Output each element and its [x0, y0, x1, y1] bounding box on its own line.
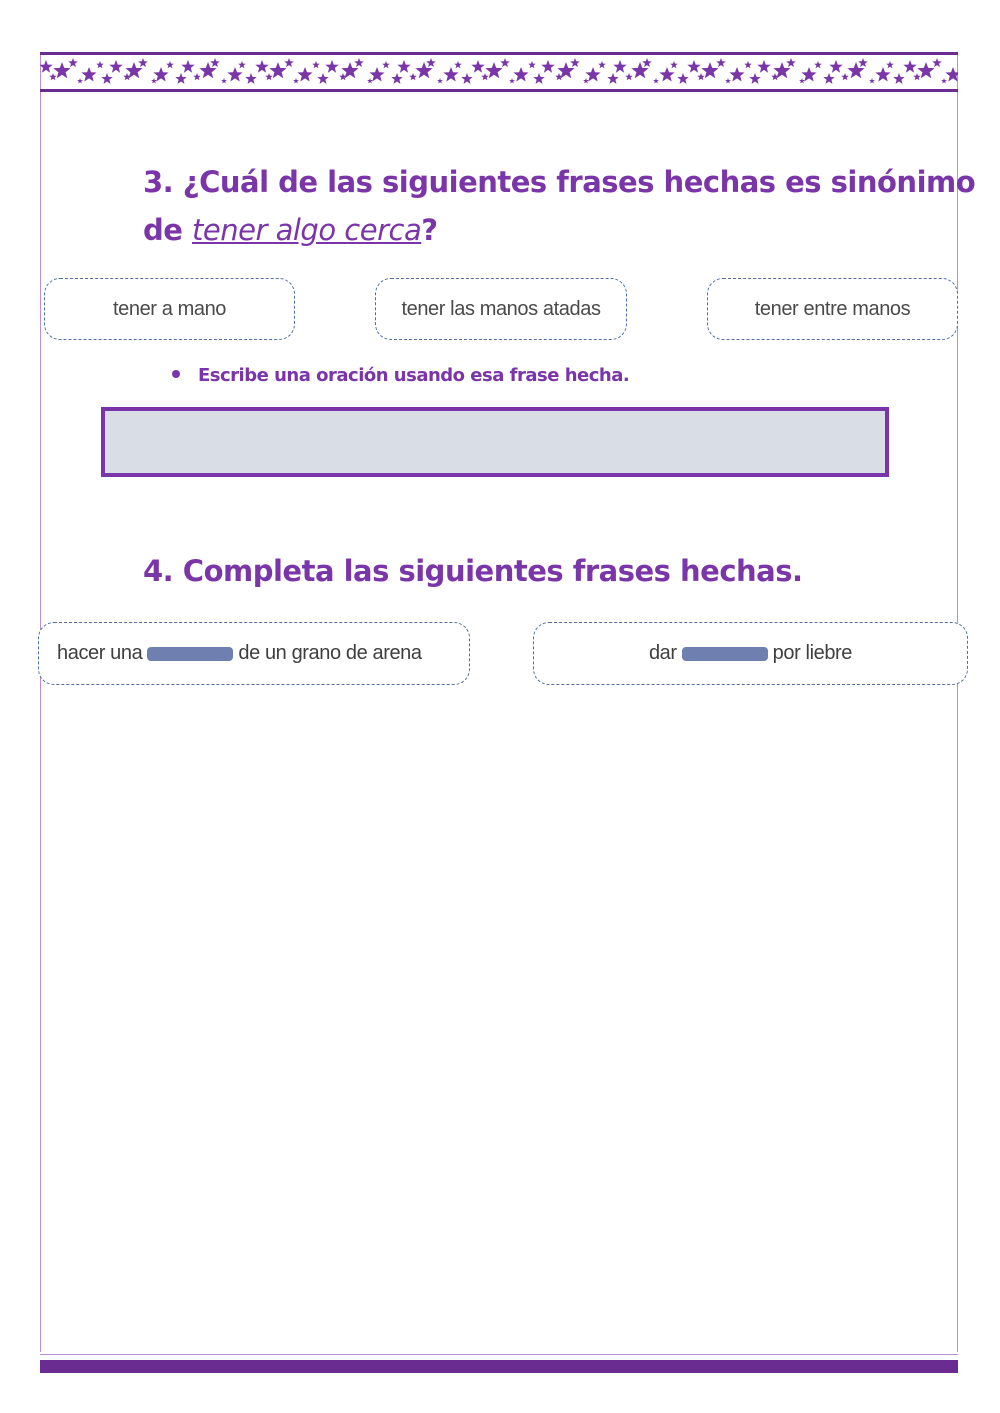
question-3-title-line1: 3. ¿Cuál de las siguientes frases hechas es sinónimo — [143, 165, 976, 199]
question-3-instruction — [172, 365, 629, 386]
question-3-target-phrase: tener algo cerca — [192, 213, 422, 247]
fill-blank-1[interactable] — [147, 647, 233, 661]
fill-phrase-2-after: por liebre — [772, 642, 853, 664]
fill-blank-2[interactable] — [682, 647, 768, 661]
bottom-divider — [40, 1354, 958, 1355]
fill-phrase-1-before: hacer una — [57, 642, 143, 664]
question-4-title: 4. Completa las siguientes frases hechas. — [143, 554, 803, 588]
bullet-icon — [172, 370, 180, 378]
fill-phrase-2 — [533, 622, 968, 685]
question-3-title-prefix: de — [143, 213, 193, 247]
star-pattern-icon — [40, 52, 958, 92]
option-tener-a-mano[interactable]: tener a mano — [44, 278, 295, 340]
fill-phrase-2-before: dar — [648, 642, 677, 664]
fill-phrase-1-after: de un grano de arena — [238, 642, 422, 664]
option-tener-entre-manos[interactable]: tener entre manos — [707, 278, 958, 340]
question-3-title-suffix: ? — [421, 213, 438, 247]
bottom-bar — [40, 1360, 958, 1373]
sentence-answer-field[interactable] — [101, 407, 889, 477]
question-3-title-line2 — [143, 213, 438, 247]
page-frame — [40, 52, 958, 1352]
option-tener-las-manos-atadas[interactable]: tener las manos atadas — [375, 278, 627, 340]
fill-phrase-1 — [38, 622, 470, 685]
instruction-text: Escribe una oración usando esa frase hecha. — [198, 365, 630, 386]
